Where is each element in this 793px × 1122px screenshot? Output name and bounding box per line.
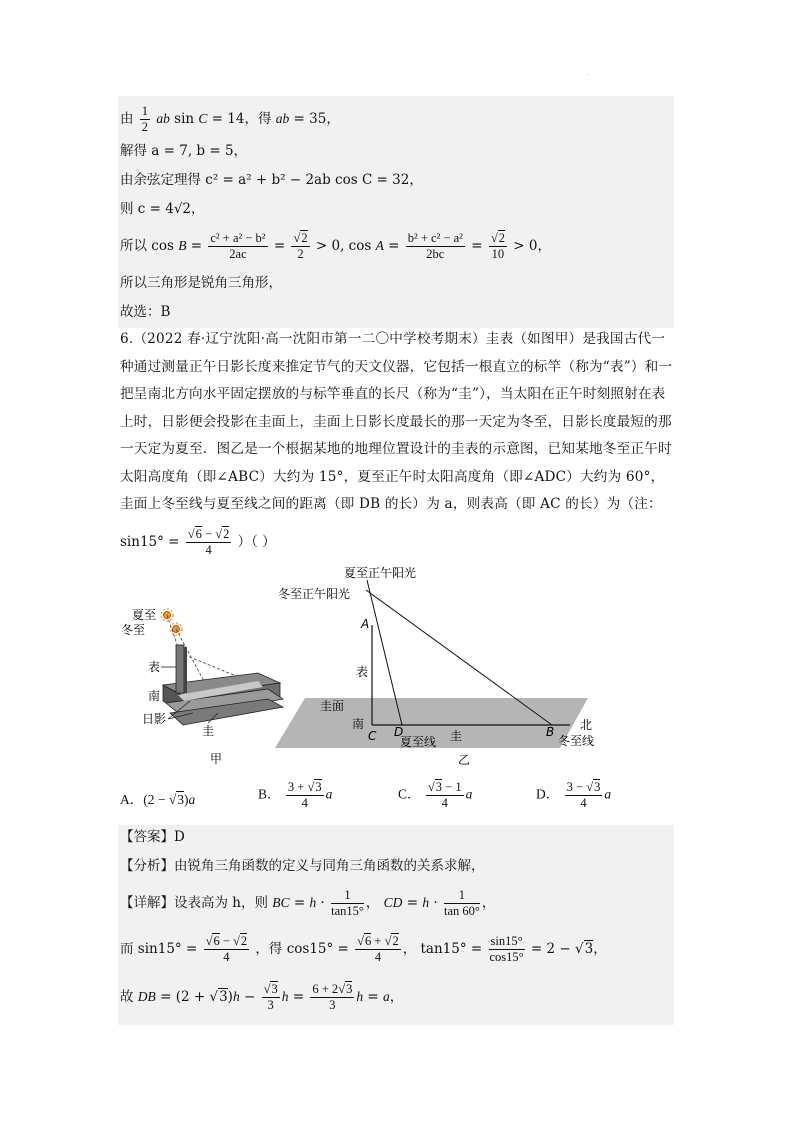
label-xiazhixian: 夏至线 — [400, 735, 437, 749]
label-bei: 北 — [580, 718, 593, 732]
answer-line: 【答案】D — [120, 829, 185, 845]
figure-jia — [118, 595, 293, 770]
label-guimian: 圭面 — [320, 699, 345, 713]
solution-line-7: 故选：B — [120, 304, 171, 320]
label-C: C — [368, 729, 377, 743]
solution-line-6: 所以三角形是锐角三角形， — [120, 275, 282, 291]
analysis-line: 【分析】由锐角三角函数的定义与同角三角函数的关系求解， — [120, 858, 485, 874]
solution-line-1: 由 $\frac{1}{2}$ ab sin C = 14，得 ab = 35， — [120, 104, 340, 134]
label-gui: 圭 — [202, 724, 215, 738]
label-dongzhi: 冬至 — [121, 623, 146, 637]
detail-line-3: 故 DB = (2 + √3)h − $\frac{√3}{3}$ h = $\frac{6 + 2√3}{3}$ h = a， — [120, 982, 404, 1012]
question-note: sin15° = $\frac{√6 - √2}{4}$ ）（ ） — [120, 527, 276, 557]
label-riying: 日影 — [142, 712, 167, 726]
detail-line-1: 【详解】设表高为 h，则 BC = h · $\frac{1}{\tan 15^\circ}$ ， CD = h · $\frac{1}{\tan 60^\circ}$ ， — [120, 888, 496, 918]
option-a[interactable]: A．(2 − √3)a — [120, 792, 196, 807]
question-text: 6.（2022 春·辽宁沈阳·高一沈阳市第一二〇中学校考期末）圭表（如图甲）是我国古代一种通过测量正午日影长度来推定节气的天文仪器，它包括一根直立的标竿（称为“表”）和一把呈南北方向水平固定摆放的与标竿垂直的长尺（称为“圭”），当太阳在正午时刻照射在表上时，日影便会投影在圭面上，圭面上日影长度最长的那一天定为冬至，日影长度最短的那一天定为夏至．图乙是一个根据某地的地理位置设计的圭表的示意图，已知某地冬至正午时太阳高度角（即∠ABC）大约为 15°，夏至正午时太阳高度角（即∠ADC）大约为 60°，圭面上冬至线与夏至线之间的距离（即 DB 的长）为 a，则表高（即 AC 的长）为（注： — [120, 331, 673, 512]
label-xiazhi: 夏至 — [132, 608, 157, 622]
label-xiazhi-light: 夏至正午阳光 — [344, 566, 417, 580]
label-biao-yi: 表 — [356, 665, 369, 679]
label-nan-yi: 南 — [352, 717, 365, 731]
solution-line-2: 解得 a = 7, b = 5， — [120, 143, 248, 159]
detail-line-2: 而 sin15° = $\frac{√6 - √2}{4}$ ，得 cos15° = $\frac{√6 + √2}{4}$ ， tan15° = $\frac{\sin 15^\circ}{\cos 15^\circ}$ = 2 − √3， — [120, 934, 607, 964]
label-dongzhi-light: 冬至正午阳光 — [278, 587, 351, 601]
label-biao: 表 — [148, 660, 161, 674]
page-mark: . — [587, 70, 589, 77]
label-D: D — [394, 725, 404, 739]
solution-line-3: 由余弦定理得 c² = a² + b² − 2ab cos C = 32， — [120, 172, 423, 188]
label-A: A — [361, 617, 370, 631]
solution-line-4: 则 c = 4√2， — [120, 201, 205, 217]
caption-jia: 甲 — [210, 752, 223, 766]
option-c[interactable]: C． $\frac{√3 - 1}{4}$ a — [398, 780, 473, 810]
solution-line-5: 所以 cos B = $\frac{\text{c² + a² − b²}}{2ac}$ = $\frac{√2}{2}$ > 0, cos A = $\frac{\text{b² + c² − a²}}{2bc}$ = $\frac{√2}{10}$ > 0， — [120, 231, 551, 261]
figure-yi — [270, 560, 610, 770]
caption-yi: 乙 — [458, 753, 471, 767]
label-B: B — [546, 725, 555, 739]
label-gui-yi: 圭 — [450, 729, 463, 743]
option-d[interactable]: D． $\frac{3 - √3}{4}$ a — [536, 780, 612, 810]
label-dongzhixian: 冬至线 — [558, 734, 595, 748]
option-b[interactable]: B． $\frac{3 + √3}{4}$ a — [258, 780, 333, 810]
label-nan: 南 — [148, 689, 161, 703]
